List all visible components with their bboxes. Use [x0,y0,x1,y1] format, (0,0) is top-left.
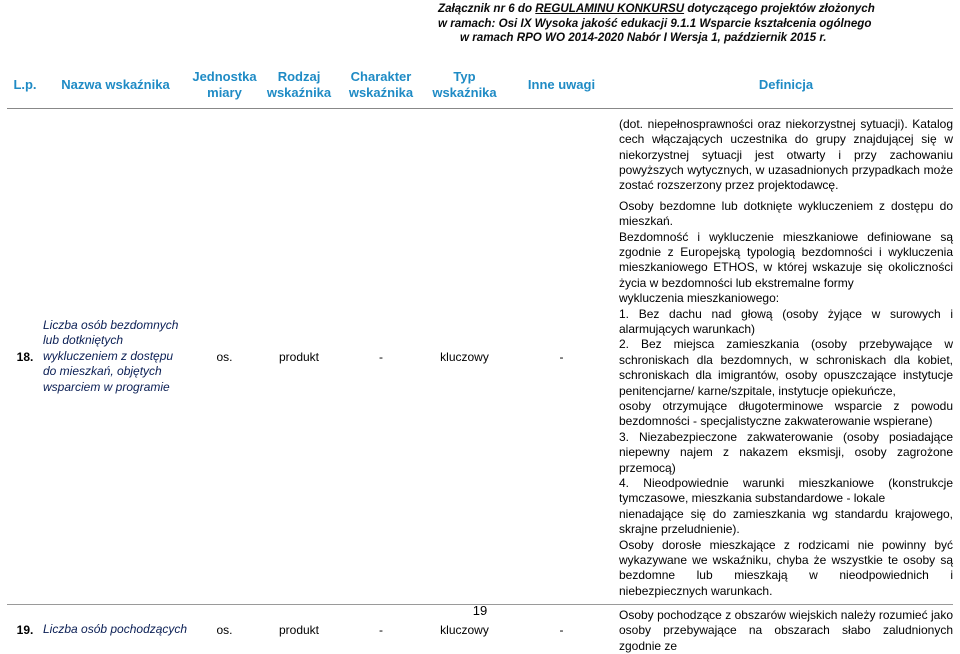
row-kind: produkt [261,605,337,654]
definition-paragraph: Osoby dorosłe mieszkające z rodzicami nie powinny być wykazywane we wskaźniku, chyba że wszystkie te osoby są bezdomne lub mieszkają w nieodpowiednich i niebezpiecznych warunkach. [619,538,953,600]
row-kind: produkt [261,109,337,605]
header-line2: w ramach: Osi IX Wysoka jakość edukacji 9.1.1 Wsparcie kształcenia ogólnego [438,17,938,32]
definition-paragraph: 1. Bez dachu nad głową (osoby żyjące w surowych i alarmujących warunkach) [619,307,953,338]
col-header-kind: Rodzaj wskaźnika [261,62,337,109]
row-type: kluczowy [425,605,504,654]
attachment-header-note [438,2,938,46]
row-type: kluczowy [425,109,504,605]
col-header-notes: Inne uwagi [504,62,619,109]
definition-paragraph: 2. Bez miejsca zamieszkania (osoby przebywające w schroniskach dla bezdomnych, w schroniskach dla kobiet, schroniskach dla imigrantów, osoby opuszczające instytucje penitencjarne/ karne/szpitale, instytucje opiekuńcze, [619,337,953,399]
header-line1-suffix: dotyczącego projektów złożonych [684,2,875,15]
row-indicator-name: Liczba osób bezdomnych lub dotkniętych wykluczeniem z dostępu do mieszkań, objętych wsparciem w programie [43,109,188,605]
definition-paragraph: 4. Nieodpowiednie warunki mieszkaniowe (konstrukcje tymczasowe, mieszkania substandardowe - lokale [619,476,953,507]
definition-paragraph: 3. Niezabezpieczone zakwaterowanie (osoby posiadające niepewny najem z nakazem eksmisji, osoby zagrożone przemocą) [619,430,953,476]
row-notes: - [504,109,619,605]
col-header-name: Nazwa wskaźnika [43,62,188,109]
regulation-link-text: REGULAMINU KONKURSU [535,2,684,15]
row-lp: 19. [7,605,43,654]
page-number: 19 [0,603,960,618]
header-line3: w ramach RPO WO 2014-2020 Nabór I Wersja 1, październik 2015 r. [438,31,938,46]
indicators-table [7,62,953,654]
table-header-row [7,62,953,109]
definition-paragraph: Osoby bezdomne lub dotknięte wykluczeniem z dostępu do mieszkań. [619,199,953,230]
row-notes: - [504,605,619,654]
row-definition [619,109,953,605]
definition-paragraph: nienadające się do zamieszkania wg standardu krajowego, skrajne przeludnienie). [619,507,953,538]
col-header-definition: Definicja [619,62,953,109]
definition-paragraph: (dot. niepełnosprawności oraz niekorzystnej sytuacji). Katalog cech włączających uczestnika do grupy znajdującej się w niekorzystnej sytuacji jest otwarty i przy zachowaniu powyższych wytycznych, w uzasadnionych przypadkach może zostać rozszerzony przez projektodawcę. [619,117,953,194]
header-line1-prefix: Załącznik nr 6 do [438,2,535,15]
row-character: - [337,109,425,605]
row-indicator-name: Liczba osób pochodzących [43,605,188,654]
table-row [7,109,953,605]
row-unit: os. [188,109,261,605]
definition-paragraph: osoby otrzymujące długoterminowe wsparcie z powodu bezdomności - specjalistyczne zakwaterowanie wspierane) [619,399,953,430]
col-header-unit: Jednostka miary [188,62,261,109]
definition-paragraph: Osoby pochodzące z obszarów wiejskich należy rozumieć jako osoby przebywające na obszarach słabo zaludnionych zgodnie ze [619,608,953,654]
definition-paragraph: wykluczenia mieszkaniowego: [619,291,953,306]
col-header-lp: L.p. [7,62,43,109]
col-header-character: Charakter wskaźnika [337,62,425,109]
row-lp: 18. [7,109,43,605]
row-unit: os. [188,605,261,654]
row-character: - [337,605,425,654]
col-header-type: Typ wskaźnika [425,62,504,109]
definition-paragraph: Bezdomność i wykluczenie mieszkaniowe definiowane są zgodnie z Europejską typologią bezdomności i wykluczenia mieszkaniowego ETHOS, w której wskazuje się okoliczności życia w bezdomności lub ekstremalne formy [619,230,953,292]
